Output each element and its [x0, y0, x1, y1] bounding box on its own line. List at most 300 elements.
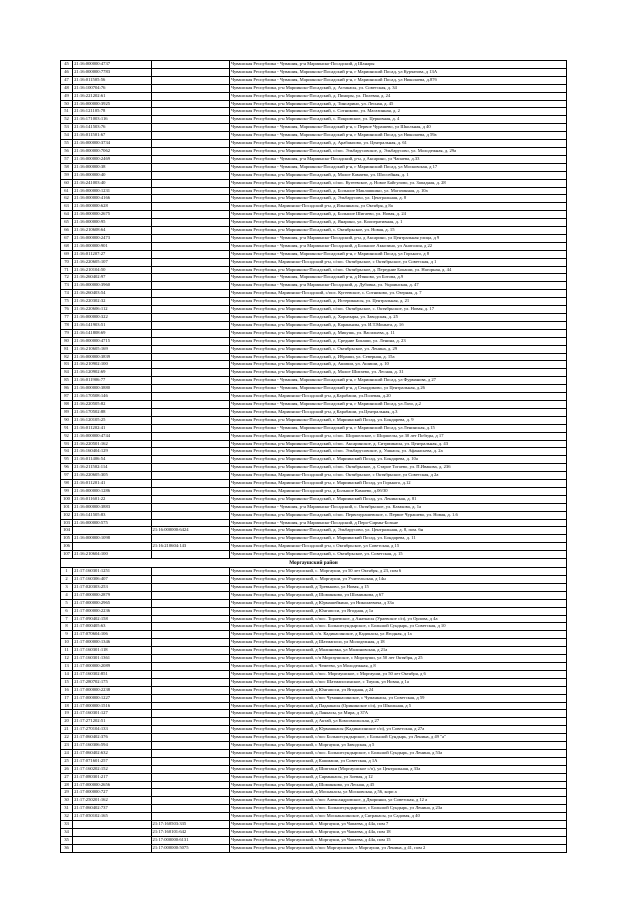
cadastral-number-cell: 21:16:000000:2473: [73, 234, 151, 242]
table-body-morgaushsky: [61, 568, 567, 853]
cadastral-number-cell: 21:17:070604:106: [73, 631, 151, 639]
row-number-cell: 76: [61, 306, 73, 314]
address-cell: Чувашская Республика, р-н Мариинско-Посадский, с. Октябрьское, ул. Советская, д. 15: [229, 551, 566, 559]
table-row: [61, 377, 567, 385]
row-number-cell: 73: [61, 282, 73, 290]
address-cell: Чувашская Республика, р-н Мариинско-Посадский, с/пос. Октябрьское, д. Передние Бокаши, ул. Нагорная, д. 44: [229, 266, 566, 274]
premises-number-cell: [151, 734, 229, 742]
address-cell: Чувашская Республика, р-н Мариинско-Посадский, с/пос. Октябрьское, с. Октябрьское, ул. Новая, д. 17: [229, 306, 566, 314]
premises-number-cell: [151, 124, 229, 132]
premises-number-cell: [151, 155, 229, 163]
table-row: [61, 631, 567, 639]
cadastral-number-cell: 21:16:000000:95: [73, 219, 151, 227]
address-cell: Чувашская Республика, р-н Мариинско-Посадский, с. Октябрьское, ул. Ленина, д. 29: [229, 345, 566, 353]
row-number-cell: 48: [61, 84, 73, 92]
row-number-cell: 79: [61, 329, 73, 337]
cadastral-number-cell: 21:16:241003:40: [73, 179, 151, 187]
premises-number-cell: [151, 749, 229, 757]
cadastral-number-cell: 21:16:220605:305: [73, 472, 151, 480]
address-cell: Чувашская Республика - Чувашия, р-н Мариинско-Посадский, д. Дубовка, ул. Украинская, д. 47: [229, 282, 566, 290]
row-number-cell: 71: [61, 266, 73, 274]
cadastral-number-cell: 21:17:000000:1516: [73, 702, 151, 710]
cadastral-number-cell: 21:16:160404:129: [73, 448, 151, 456]
row-number-cell: 61: [61, 187, 73, 195]
premises-number-cell: [151, 495, 229, 503]
row-number-cell: 91: [61, 424, 73, 432]
table-row: [61, 599, 567, 607]
premises-number-cell: [151, 345, 229, 353]
premises-number-cell: [151, 61, 229, 69]
address-cell: Чувашская Республика, р-н Мариинско-Посадский, д. Пиноры, ул. Полевая, д. 24: [229, 92, 566, 100]
cadastral-number-cell: 21:17:000000:2089: [73, 662, 151, 670]
row-number-cell: 24: [61, 749, 73, 757]
address-cell: Чувашская Республика, р-н Мариинско-Посадский, с/пос. Эльбарусовское, д. Ушкасы, ул. Афанасьева, д. 2а: [229, 448, 566, 456]
address-cell: Чувашская Республика, Мариинско-Посадский р-н, д.Карабаши, ул.Полевая, д.20: [229, 393, 566, 401]
premises-number-cell: [151, 757, 229, 765]
row-number-cell: 66: [61, 227, 73, 235]
premises-number-cell: [151, 242, 229, 250]
cadastral-number-cell: 21:16:000000:4715: [73, 337, 151, 345]
table-row: [61, 647, 567, 655]
premises-number-cell: [151, 314, 229, 322]
cadastral-number-cell: 21:17:000000:2879: [73, 591, 151, 599]
premises-number-cell: [151, 440, 229, 448]
document-page: [60, 60, 567, 853]
premises-number-cell: [151, 321, 229, 329]
row-number-cell: 87: [61, 393, 73, 401]
premises-number-cell: [151, 424, 229, 432]
row-number-cell: 5: [61, 599, 73, 607]
address-cell: Чувашская Республика - Чувашия, Мариинско-Посадский р-н, д Итяково, ул Ботова, д.9: [229, 274, 566, 282]
cadastral-number-cell: 21:16:000000:2675: [73, 211, 151, 219]
row-number-cell: 50: [61, 100, 73, 108]
row-number-cell: 36: [61, 844, 73, 852]
premises-number-cell: [151, 393, 229, 401]
premises-number-cell: [151, 234, 229, 242]
table-row: [61, 662, 567, 670]
table-row: [61, 503, 567, 511]
address-cell: Чувашская Республика, р-н Моргаушский, д Юрмашейкино, ул Николаевича, д 33а: [229, 599, 566, 607]
address-cell: Чувашская Республика, р-н Мариинско-Посадский, с/пос. Первочурашевское, с. Первое Чурашево, ул. Новая, д. 1.6: [229, 511, 566, 519]
table-row: [61, 836, 567, 844]
table-row: [61, 140, 567, 148]
address-cell: Чувашская Республика, р-н Мариинско-Посадский, д. Большое Маклашкино, ул. Магазинная, д. 10а: [229, 187, 566, 195]
cadastral-number-cell: 21:16:210104:50: [73, 266, 151, 274]
premises-number-cell: [151, 781, 229, 789]
premises-number-cell: [151, 678, 229, 686]
cadastral-number-cell: 21:17:071601:257: [73, 757, 151, 765]
cadastral-number-cell: 21:16:170508:146: [73, 393, 151, 401]
premises-number-cell: [151, 116, 229, 124]
cadastral-number-cell: 21:16:120902:69: [73, 369, 151, 377]
address-cell: Чувашская Республика, р-н Моргаушский, д Сярмыкасы, ул Зоевая, д 12: [229, 773, 566, 781]
row-number-cell: 13: [61, 662, 73, 670]
table-row: [61, 844, 567, 852]
cadastral-number-cell: 21:17:060402:632: [73, 749, 151, 757]
address-cell: Чувашская Республика, р-н Мариинско-Посадский, с/пос. Аксаринское, д. Ситрмикасы, ул. Центральная, д. 43: [229, 440, 566, 448]
address-cell: Чувашская Республика, р-н Моргаушский, с/пос Александровское, д Дворинки, ул Советская, д 12 а: [229, 797, 566, 805]
table-row: [61, 710, 567, 718]
table-row: [61, 765, 567, 773]
row-number-cell: 107: [61, 551, 73, 559]
premises-number-cell: [151, 329, 229, 337]
premises-number-cell: [151, 480, 229, 488]
address-cell: Чувашская Республика, р-н Моргаушский, с/пос Шатмапосинское, с Тиушк, ул Новая, д 1а: [229, 678, 566, 686]
row-number-cell: 53: [61, 124, 73, 132]
cadastral-number-cell: 21:17:160301:1361: [73, 655, 151, 663]
address-cell: Чувашская Республика, р-н Моргаушский, с/пос. Большесундырское, с Большой Сундырь, ул Ленина, д 23а: [229, 805, 566, 813]
cadastral-number-cell: 21:16:260402:97: [73, 274, 151, 282]
address-cell: Чувашская Республика, р-н Моргаушский, с. Моргауши, ул Учительская, д 14н: [229, 576, 566, 584]
table-row: [61, 353, 567, 361]
cadastral-number-cell: [73, 836, 151, 844]
row-number-cell: 60: [61, 179, 73, 187]
table-row: [61, 219, 567, 227]
cadastral-number-cell: [73, 844, 151, 852]
premises-number-cell: [151, 702, 229, 710]
table-row: [61, 623, 567, 631]
premises-number-cell: [151, 298, 229, 306]
address-cell: Чувашская Республика, р-н Мариинско-Посадский, с/пос. Октябрьское, д. Старое Тогаево, ул. П.Ивакова, д. 236: [229, 464, 566, 472]
table-row: [61, 440, 567, 448]
cadastral-number-cell: 21:16:000000:40: [73, 171, 151, 179]
table-row: [61, 203, 567, 211]
address-cell: Чувашская Республика, р-н Моргаушский, с/пос. Большесундырское, с Большой Сундырь, ул Ленина, д 53а: [229, 749, 566, 757]
address-cell: Чувашская Республика, р-н Мариинско-Посадский, г. Мариинский Посад, ул. Бондарева, д. 10а: [229, 456, 566, 464]
address-cell: Чувашская Республика - Чувашия, Мариинско-Посадский р-н, г Мариинский Посад, ул Московская, д 17: [229, 163, 566, 171]
premises-number-cell: [151, 432, 229, 440]
cadastral-number-cell: 21:16:000000:1098: [73, 535, 151, 543]
row-number-cell: 1: [61, 568, 73, 576]
premises-number-cell: [151, 282, 229, 290]
address-cell: Чувашская Республика, Мариинско-Посадский р-н, с/пос. Октябрьское, с Октябрьское, ул Советская, д 1: [229, 258, 566, 266]
table-row: [61, 282, 567, 290]
row-number-cell: 46: [61, 68, 73, 76]
row-number-cell: 80: [61, 337, 73, 345]
cadastral-number-cell: 21:16:211502:114: [73, 464, 151, 472]
address-cell: Чувашская Республика, Мариинско-Посадский р-н, д Ильинкасы, ул Октября, д 8а: [229, 203, 566, 211]
premises-number-cell: [151, 686, 229, 694]
premises-number-cell: [151, 361, 229, 369]
cadastral-number-cell: 21:17:020303:253: [73, 583, 151, 591]
row-number-cell: 65: [61, 219, 73, 227]
cadastral-number-cell: 21:16:210605:169: [73, 345, 151, 353]
premises-number-cell: 21:17:160101:642: [151, 829, 229, 837]
row-number-cell: 6: [61, 607, 73, 615]
row-number-cell: 34: [61, 829, 73, 837]
table-row: [61, 448, 567, 456]
cadastral-number-cell: 21:16:170502:88: [73, 408, 151, 416]
row-number-cell: 45: [61, 61, 73, 69]
premises-number-cell: [151, 599, 229, 607]
table-row: [61, 132, 567, 140]
cadastral-number-cell: 21:16:011201:41: [73, 480, 151, 488]
table-row: [61, 487, 567, 495]
address-cell: Чувашская Республика - Чувашия, р-н Мариинско-Посадский, р-н, д Аксарино, ул Центральная улица, д 9: [229, 234, 566, 242]
premises-number-cell: [151, 179, 229, 187]
table-row: [61, 607, 567, 615]
address-cell: Чувашская Республика, р-н Мариинско-Посадский, д. Микушь, ул. Васильева, д. 11: [229, 329, 566, 337]
table-row: [61, 551, 567, 559]
premises-number-cell: [151, 535, 229, 543]
premises-number-cell: [151, 211, 229, 219]
table-row: [61, 329, 567, 337]
table-row: [61, 464, 567, 472]
cadastral-number-cell: 21:17:000000:2965: [73, 599, 151, 607]
table-row: [61, 345, 567, 353]
cadastral-number-cell: 21:16:000000:4737: [73, 61, 151, 69]
address-cell: Чувашская Республика, р-н Моргаушский, с Моргауши, ул Заводская, д 5: [229, 742, 566, 750]
address-cell: Чувашская Республика, р-н Моргаушский, д Шоминково, ул Шоминкова, д 67: [229, 591, 566, 599]
table-row: [61, 519, 567, 527]
cadastral-number-cell: 21:16:000000:7783: [73, 68, 151, 76]
premises-number-cell: [151, 639, 229, 647]
cadastral-number-cell: 21:16:000000:3960: [73, 282, 151, 290]
address-cell: Чувашская Республика, р-н Моргаушский, с/п Моргаушское, с Моргауши, ул 50 лет Октября, д 25: [229, 655, 566, 663]
cadastral-number-cell: 21:16:011505:56: [73, 76, 151, 84]
table-row: [61, 298, 567, 306]
premises-number-cell: [151, 503, 229, 511]
address-cell: Чувашская Республика - Чувашия, Мариинско-Посадский р-н, г Мариинский Посад, ул Николаева, д.87б: [229, 76, 566, 84]
premises-number-cell: [151, 765, 229, 773]
row-number-cell: 104: [61, 527, 73, 535]
premises-number-cell: [151, 258, 229, 266]
cadastral-number-cell: [73, 543, 151, 551]
premises-number-cell: [151, 100, 229, 108]
address-cell: Чувашская Республика, Мариинско-Посадский р-н, с Октябрьское, ул Советская, д 15: [229, 543, 566, 551]
address-cell: Чувашская Республика - Чувашия, Мариинско-Посадский р-н, г Мариинский Посад, ул Николаева, д 59а: [229, 132, 566, 140]
row-number-cell: 35: [61, 836, 73, 844]
cadastral-number-cell: 21:17:060402:376: [73, 734, 151, 742]
table-row: [61, 702, 567, 710]
row-number-cell: 29: [61, 789, 73, 797]
premises-number-cell: 21:17:160503:335: [151, 821, 229, 829]
address-cell: Чувашская Республика, р-н Мариинско-Посадский, д. Тинсарино, ул. Лесная, д. 45: [229, 100, 566, 108]
premises-number-cell: [151, 805, 229, 813]
cadastral-number-cell: 21:16:220505:82: [73, 400, 151, 408]
address-cell: Чувашская Республика, Мариинско-Посадский р-н, с/пос. Шоршелское, с Шоршелы, ул 30 лет Победы, д 17: [229, 432, 566, 440]
row-number-cell: 88: [61, 400, 73, 408]
row-number-cell: 98: [61, 480, 73, 488]
cadastral-number-cell: [73, 821, 151, 829]
row-number-cell: 83: [61, 361, 73, 369]
address-cell: Чувашская Республика, Мариинско-Посадский р-н, д Большое Камаево, д.0б/30: [229, 487, 566, 495]
address-cell: Чувашская Республика, р-н Мариинско-Посадский, д. Малое Шигаево, ул. Лесная, д. 31: [229, 369, 566, 377]
table-row: [61, 195, 567, 203]
address-cell: Чувашская Республика, р-н Моргаушский, с/пос. Тораевское, д Анаткасы (Ураевское с/п), ул Орлова, д 4а: [229, 615, 566, 623]
address-cell: Чувашская Республика, р-н Мариинско-Посадский, д. Янарино, ул. Кооперативная, д. 1: [229, 219, 566, 227]
row-number-cell: 69: [61, 250, 73, 258]
address-cell: Чувашская Республика, р-н Моргаушский, д Юнгапоси, ул Ягодная, д 24: [229, 686, 566, 694]
cadastral-number-cell: 21:16:000000:322: [73, 314, 151, 322]
table-row: [61, 456, 567, 464]
premises-number-cell: [151, 694, 229, 702]
cadastral-number-cell: 21:16:220606:112: [73, 306, 151, 314]
table-row: [61, 615, 567, 623]
premises-number-cell: [151, 274, 229, 282]
table-row: [61, 361, 567, 369]
premises-number-cell: [151, 631, 229, 639]
row-number-cell: 74: [61, 290, 73, 298]
table-row: [61, 234, 567, 242]
table-row: [61, 314, 567, 322]
row-number-cell: 22: [61, 734, 73, 742]
table-row: [61, 163, 567, 171]
row-number-cell: 51: [61, 108, 73, 116]
table-row: [61, 400, 567, 408]
table-body-mariinsko-posadsky: [61, 61, 567, 559]
table-row: [61, 242, 567, 250]
premises-number-cell: [151, 464, 229, 472]
address-cell: Чувашская Республика, Мариинско-Посадский р-н, с/пос. Октябрьское, с Октябрьское, ул Советская, д 2а: [229, 472, 566, 480]
cadastral-number-cell: 21:17:060402:737: [73, 805, 151, 813]
row-number-cell: 99: [61, 487, 73, 495]
address-cell: Чувашская Республика, р-н Мариинско-Посадский, д. Большое Шигаево, ул. Новая, д. 24: [229, 211, 566, 219]
premises-number-cell: [151, 108, 229, 116]
cadastral-number-cell: 21:16:000000:38: [73, 163, 151, 171]
table-row: [61, 757, 567, 765]
cadastral-number-cell: [73, 829, 151, 837]
row-number-cell: 72: [61, 274, 73, 282]
premises-number-cell: [151, 655, 229, 663]
table-row: [61, 171, 567, 179]
premises-number-cell: 21:17:000000:6131: [151, 836, 229, 844]
cadastral-number-cell: 21:16:011601:22: [73, 495, 151, 503]
table-row: [61, 568, 567, 576]
table-row: [61, 337, 567, 345]
row-number-cell: 70: [61, 258, 73, 266]
address-cell: Чувашская Республика, р-н Мариинско-Посадский, д. Астакасы, ул. Советская, д. 34: [229, 84, 566, 92]
property-table: [60, 60, 567, 853]
premises-number-cell: [151, 195, 229, 203]
table-row: [61, 321, 567, 329]
table-row: [61, 639, 567, 647]
table-row: [61, 124, 567, 132]
row-number-cell: 8: [61, 623, 73, 631]
address-cell: Чувашская Республика, р-н Моргаушский, д Шатмапоси, ул Молодежная, д 18: [229, 639, 566, 647]
table-row: [61, 92, 567, 100]
row-number-cell: 26: [61, 765, 73, 773]
address-cell: Чувашская Республика, р-н Мариинско-Посадский, с. Октябрьское, ул. Новая, д. 15: [229, 227, 566, 235]
address-cell: Чувашская Республика, р-н Моргаушский, с. Моргауши, ул 50 лет Октября, д 23, пом 6: [229, 568, 566, 576]
table-row: [61, 797, 567, 805]
premises-number-cell: [151, 472, 229, 480]
address-cell: Чувашская Республика - Чувашия, р-н Мариинско-Посадский, р-н, д Аксарино, ул Чапаева, д.33: [229, 155, 566, 163]
row-number-cell: 28: [61, 781, 73, 789]
premises-number-cell: [151, 337, 229, 345]
address-cell: Чувашская Республика, р-н Моргаушский, с/пос Большесундырское, с Большой Сундырь, ул Ленина, д 49 "а": [229, 734, 566, 742]
cadastral-number-cell: 21:16:011406:54: [73, 456, 151, 464]
cadastral-number-cell: 21:16:011207:27: [73, 250, 151, 258]
row-number-cell: 3: [61, 583, 73, 591]
table-row: [61, 116, 567, 124]
table-row: [61, 718, 567, 726]
address-cell: Чувашская Республика, р-н Моргаушский, с Моргауши, ул Чапаева, д 44а, пом 15: [229, 836, 566, 844]
address-cell: Чувашская Республика - Чувашия, р-н Мариинско-Посадский, д Большое Аккозино, ул Анатолия, д 22: [229, 242, 566, 250]
premises-number-cell: [151, 568, 229, 576]
cadastral-number-cell: 21:16:141503:76: [73, 124, 151, 132]
table-row: [61, 813, 567, 821]
row-number-cell: 9: [61, 631, 73, 639]
row-number-cell: 97: [61, 472, 73, 480]
row-number-cell: 18: [61, 702, 73, 710]
row-number-cell: 77: [61, 314, 73, 322]
row-number-cell: 49: [61, 92, 73, 100]
table-row: [61, 227, 567, 235]
address-cell: Чувашская Республика, р-н Мариинско-Посадский, г. Мариинский Посад, ул. Бондарева, д. 11: [229, 535, 566, 543]
cadastral-number-cell: 21:16:141505:83: [73, 511, 151, 519]
premises-number-cell: [151, 227, 229, 235]
row-number-cell: 101: [61, 503, 73, 511]
table-row: [61, 108, 567, 116]
table-row: [61, 655, 567, 663]
row-number-cell: 23: [61, 742, 73, 750]
premises-number-cell: [151, 487, 229, 495]
cadastral-number-cell: 21:16:220605:107: [73, 258, 151, 266]
cadastral-number-cell: 21:17:000000:727: [73, 789, 151, 797]
table-row: [61, 147, 567, 155]
address-cell: Чувашская Республика, р-н Мариинско-Посадский, с/пос. Кугеевское, д. Новое Байгулово, ул. Западная, д. 28: [229, 179, 566, 187]
row-number-cell: 102: [61, 511, 73, 519]
address-cell: Чувашская Республика, р-н Моргаушский, с/пос Чуманкасинское, с Чуманкасы, ул Советская, д 59: [229, 694, 566, 702]
table-row: [61, 495, 567, 503]
premises-number-cell: [151, 670, 229, 678]
address-cell: Чувашская Республика, р-н Мариинско-Посадский, г. Мариинский Посад, ул. Бондарева, д. 9: [229, 416, 566, 424]
premises-number-cell: [151, 615, 229, 623]
address-cell: Чувашская Республика, р-н Мариинско-Посадский, с/пос. Эльбарусовское, д. Эльбарусово, ул. Молодежная, д. 29а: [229, 147, 566, 155]
premises-number-cell: 21:16:210604:143: [151, 543, 229, 551]
address-cell: Чувашская Республика - Чувашия, р-н Мариинско-Посадский, с. Октябрьское, ул. Казакова, д. 1а: [229, 503, 566, 511]
table-row: [61, 480, 567, 488]
cadastral-number-cell: 21:17:080301:217: [73, 773, 151, 781]
cadastral-number-cell: 21:17:160306:407: [73, 576, 151, 584]
premises-number-cell: [151, 416, 229, 424]
table-row: [61, 805, 567, 813]
row-number-cell: 58: [61, 163, 73, 171]
table-row: [61, 369, 567, 377]
cadastral-number-cell: 21:17:090402:158: [73, 615, 151, 623]
table-row: [61, 773, 567, 781]
table-row: [61, 179, 567, 187]
cadastral-number-cell: 21:16:210902:100: [73, 361, 151, 369]
table-row: [61, 583, 567, 591]
premises-number-cell: [151, 306, 229, 314]
table-row: [61, 781, 567, 789]
table-row: [61, 726, 567, 734]
row-number-cell: 4: [61, 591, 73, 599]
premises-number-cell: [151, 726, 229, 734]
row-number-cell: 32: [61, 813, 73, 821]
table-row: [61, 100, 567, 108]
row-number-cell: 96: [61, 464, 73, 472]
row-number-cell: 75: [61, 298, 73, 306]
table-row: [61, 591, 567, 599]
address-cell: Чувашская Республика, р-н Мариинско-Посадский, с. Покровское, ул. Церковная, д. 4: [229, 116, 566, 124]
address-cell: Чувашская Республика, р-н Мариинско-Посадский, д. Ашиши, ул. Ашиши, д. 10: [229, 361, 566, 369]
table-row: [61, 535, 567, 543]
table-row: [61, 742, 567, 750]
address-cell: Чувашская Республика, р-н Моргаушский, д Кашмаши, ул Советская, д 1А: [229, 757, 566, 765]
premises-number-cell: 21:16:000000:6424: [151, 527, 229, 535]
address-cell: Чувашская Республика, р-н Мариинско-Посадский, д. Эльбарусово, ул. Центральная, д. 8: [229, 195, 566, 203]
row-number-cell: 86: [61, 385, 73, 393]
address-cell: Чувашская Республика, р-н Мариинско-Посадский, д. Истериккасы, ул. Центральная, д. 21: [229, 298, 566, 306]
section-header-row: [61, 559, 567, 568]
table-row: [61, 76, 567, 84]
table-row: [61, 211, 567, 219]
address-cell: Чувашская Республика, р-н Мариинско-Посадский, г. Мариинский Посад, ул. Ленинская, д. 81: [229, 495, 566, 503]
address-cell: Чувашская Республика - Чувашия, Мариинско-Посадский р-н, д Сенцдиково, ул Центральная, д.26: [229, 385, 566, 393]
